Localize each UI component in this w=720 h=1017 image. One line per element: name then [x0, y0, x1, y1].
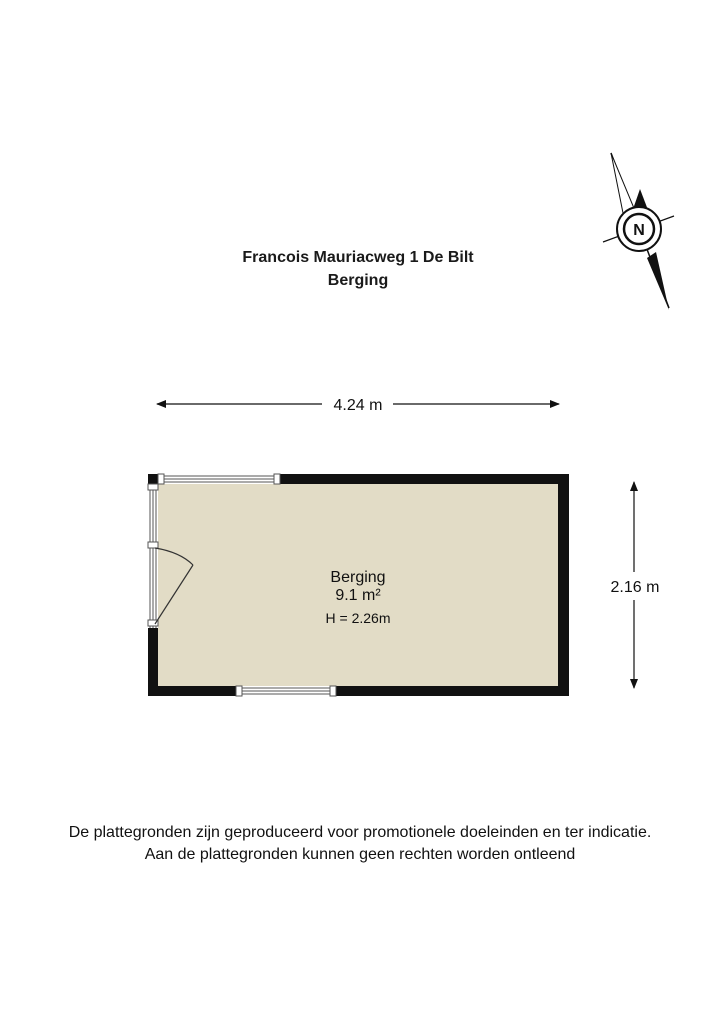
room-berging — [148, 474, 569, 696]
width-dimension — [157, 397, 559, 414]
left-window — [148, 484, 158, 546]
top-window — [158, 474, 280, 484]
height-dimension — [611, 482, 660, 688]
address-title: Francois Mauriacweg 1 De Bilt — [242, 249, 474, 266]
bottom-window — [236, 686, 336, 696]
compass-north-label: N — [633, 222, 645, 239]
room-height: H = 2.26m — [325, 610, 391, 626]
room-area: 9.1 m² — [335, 587, 381, 604]
disclaimer-line-2: Aan de plattegronden kunnen geen rechten worden ontleend — [144, 846, 576, 863]
plan-subtitle: Berging — [327, 272, 389, 289]
width-label: 4.24 m — [333, 397, 383, 414]
room-name: Berging — [330, 569, 386, 586]
disclaimer-line-1: De plattegronden zijn geproduceerd voor promotionele doeleinden en ter indicatie. — [68, 824, 652, 841]
compass-icon — [603, 153, 674, 310]
height-label: 2.16 m — [610, 579, 660, 596]
